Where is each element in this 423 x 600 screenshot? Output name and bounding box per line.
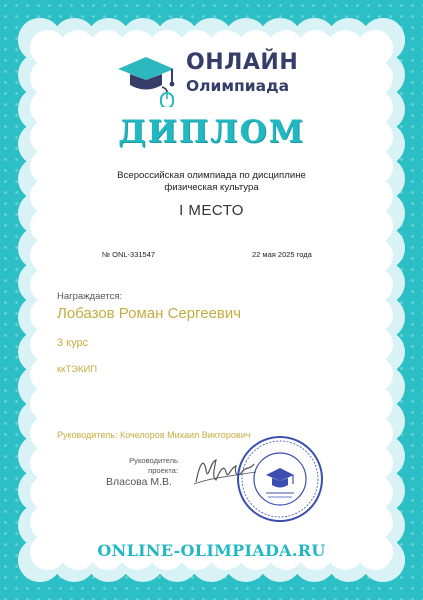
project-lead-role-line2: проекта:	[148, 466, 178, 475]
logo	[110, 47, 300, 107]
official-stamp	[236, 435, 324, 523]
supervisor-line	[57, 430, 250, 440]
place-label: I МЕСТО	[179, 202, 244, 219]
award-label: Награждается:	[57, 291, 123, 302]
project-lead-name: Власова М.В.	[106, 476, 172, 488]
olympiad-discipline: физическая культура	[164, 182, 259, 193]
graduation-cap-mouse-icon	[110, 47, 180, 107]
supervisor-label: Руководитель:	[57, 430, 118, 440]
diploma-date: 22 мая 2025 года	[252, 250, 312, 259]
project-lead-role	[106, 456, 178, 476]
recipient-institution: ккТЭКИП	[57, 364, 98, 375]
website-url: ONLINE-OLIMPIADA.RU	[97, 541, 326, 560]
olympiad-description-line1: Всероссийская олимпиада по дисциплине	[117, 170, 306, 181]
project-lead-role-line1: Руководитель	[129, 456, 178, 465]
logo-title: ОНЛАЙН	[186, 50, 299, 75]
recipient-course: 3 курс	[57, 337, 89, 349]
olympiad-description	[0, 170, 423, 194]
supervisor-name: Кочелоров Михаил Викторович	[120, 430, 251, 440]
recipient-name: Лобазов Роман Сергеевич	[57, 305, 242, 322]
logo-subtitle: Олимпиада	[186, 77, 290, 95]
diploma-number: № ONL-331547	[102, 250, 156, 259]
diploma-title: ДИПЛОМ	[118, 114, 305, 150]
